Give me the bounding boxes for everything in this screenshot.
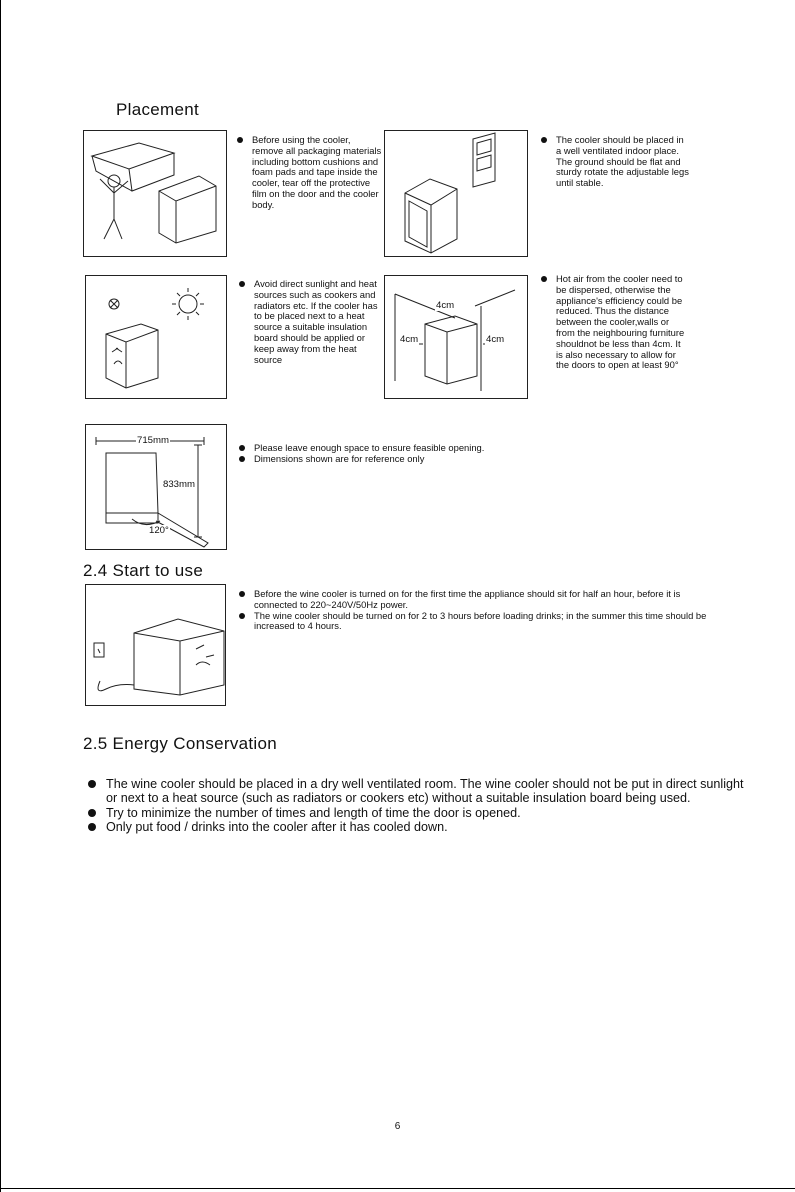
page-edge-left (0, 0, 1, 1192)
bullet-item: Try to minimize the number of times and length of time the door is opened. (86, 806, 746, 820)
bullet-item: Dimensions shown are for reference only (238, 454, 558, 465)
bullet-item: Avoid direct sunlight and heat sources such as cookers and radiators etc. If the cooler has to be placed next to a heat source a suitable insulation board should be applied or keep away from the heat source (238, 279, 380, 365)
ventilation-illustration (384, 130, 528, 257)
height-label: 833mm (163, 479, 195, 490)
bullet-item: Please leave enough space to ensure feasible opening. (238, 443, 558, 454)
bullet-item: The cooler should be placed in a well ventilated indoor place. The ground should be flat and sturdy rotate the adjustable legs until stable. (540, 135, 690, 189)
energy-conservation-list (86, 777, 746, 835)
placement-bullet-list-4 (540, 274, 688, 371)
bullet-item: The wine cooler should be turned on for 2 to 3 hours before loading drinks; in the summer this time should be increased to 4 hours. (238, 611, 718, 633)
placement-bullet-list-3 (238, 279, 380, 365)
gap-label-left: 4cm (400, 334, 419, 345)
page-edge-bottom (0, 1188, 795, 1189)
ventilation-drawing (385, 131, 529, 258)
placement-bullet-list-1 (236, 135, 382, 211)
page-number: 6 (394, 1121, 401, 1132)
placement-heading: Placement (116, 100, 200, 119)
clearance-illustration (384, 275, 528, 399)
bullet-item: The wine cooler should be placed in a dry well ventilated room. The wine cooler should not be put in direct sunlight or next to a heat source (such as radiators or cookers etc) without a suitable insulation board being used. (86, 777, 746, 806)
heat-source-illustration (85, 275, 227, 399)
bullet-item: Before the wine cooler is turned on for the first time the appliance should sit for half an hour, before it is connected to 220~240V/50Hz power. (238, 589, 718, 611)
start-to-use-heading: 2.4 Start to use (83, 561, 204, 580)
bullet-item: Before using the cooler, remove all packaging materials including bottom cushions and foam pads and tape inside the cooler, tear off the protective film on the door and the cooler body. (236, 135, 382, 211)
width-label: 715mm (137, 435, 169, 446)
placement-bullet-list-5 (238, 443, 558, 465)
gap-label-top: 4cm (436, 300, 455, 311)
bullet-item: Only put food / drinks into the cooler after it has cooled down. (86, 820, 746, 834)
placement-bullet-list-2 (540, 135, 690, 189)
energy-conservation-heading: 2.5 Energy Conservation (83, 734, 278, 753)
unpacking-drawing (84, 131, 228, 258)
bullet-item: Hot air from the cooler need to be dispersed, otherwise the appliance's efficiency could be reduced. Thus the distance between the cooler,walls or from the neighbouring furniture shouldnot be less than 4cm. It is also necessary to allow for the doors to open at least 90° (540, 274, 688, 371)
gap-label-right: 4cm (486, 334, 505, 345)
start-to-use-illustration (85, 584, 226, 706)
angle-label: 120° (149, 525, 169, 536)
unpacking-illustration (83, 130, 227, 257)
start-to-use-list (238, 589, 718, 632)
start-to-use-drawing (86, 585, 227, 707)
dimensions-illustration (85, 424, 227, 550)
heat-source-drawing (86, 276, 228, 400)
